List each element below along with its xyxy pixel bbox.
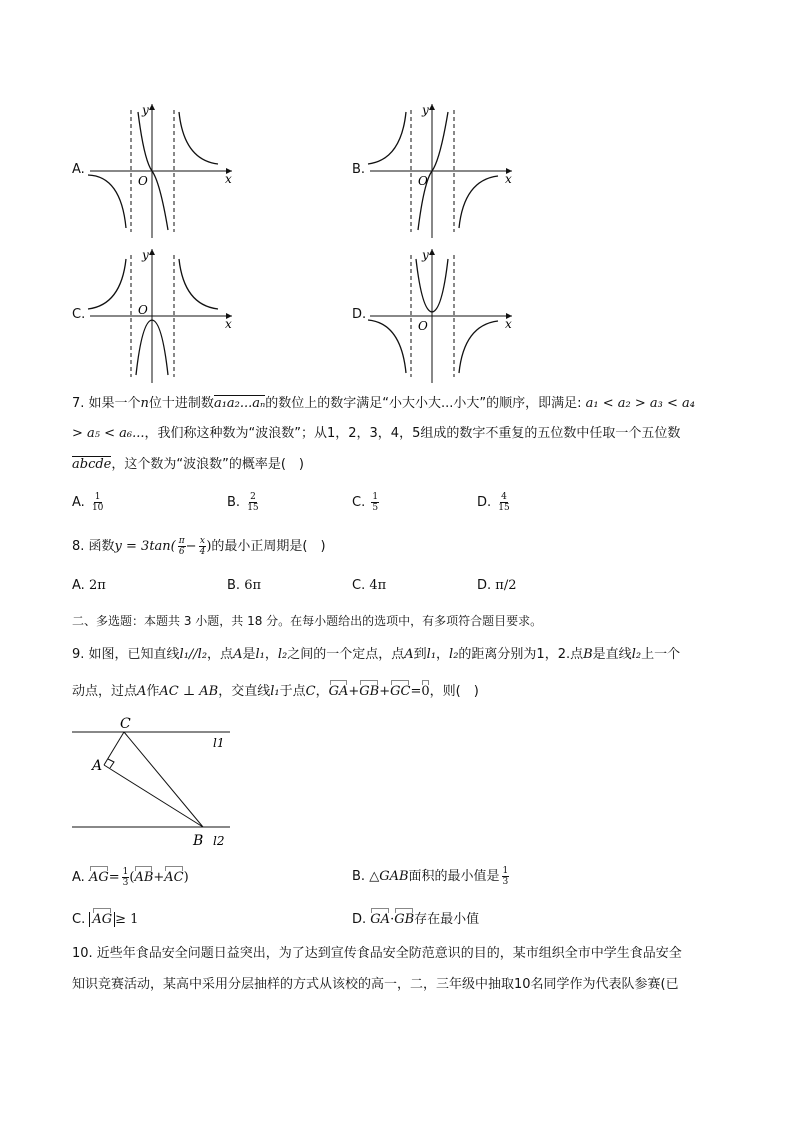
math: l₁	[426, 647, 437, 662]
paren: )	[206, 539, 212, 554]
q7-option-d[interactable]	[477, 492, 511, 513]
option-value: 4π	[369, 578, 387, 593]
q7-line-2	[72, 425, 680, 443]
option-label: D.	[477, 578, 492, 593]
math: l₂	[449, 647, 459, 662]
line-l1-label: l1	[213, 736, 225, 750]
denominator: 3	[502, 877, 509, 887]
y-axis-label: y	[142, 103, 149, 117]
vector-ag: AG	[92, 908, 112, 929]
text: 作	[146, 684, 160, 699]
graph-option-label: C.	[72, 307, 86, 322]
zero-vector: 0	[421, 680, 429, 701]
text: 的距离分别为1，2.点	[458, 647, 584, 662]
graph-option-a	[72, 100, 232, 240]
y-axis-label: y	[422, 103, 429, 117]
math: A	[233, 647, 243, 662]
text: 的数位上的数字满足“小大小大...小大”的顺序，即满足:	[265, 396, 586, 411]
text: 的最小正周期是( )	[211, 539, 326, 554]
math: AC ⊥ AB	[159, 684, 219, 699]
q8-option-c[interactable]	[352, 577, 386, 595]
q8-stem	[72, 536, 326, 557]
q8-option-a[interactable]	[72, 577, 106, 595]
x-axis-label: x	[225, 317, 232, 331]
q7-line-1	[72, 395, 695, 413]
text: ，点	[207, 647, 234, 662]
math: A	[404, 647, 414, 662]
option-label: A.	[72, 870, 85, 885]
point-c-label: C	[120, 716, 131, 732]
numerator: 1	[94, 492, 101, 502]
triangle: △GAB	[369, 869, 409, 884]
denominator: 6	[178, 547, 185, 557]
number-notation: a₁a₂...aₙ	[213, 396, 266, 411]
graph-option-label: D.	[352, 307, 367, 322]
vector-ga: GA	[329, 680, 349, 701]
q9-option-b[interactable]	[352, 866, 509, 887]
denominator: 10	[91, 503, 104, 513]
q9-option-d[interactable]	[352, 908, 479, 929]
graph-a-plot	[86, 100, 236, 240]
section-heading: 二、多选题：本题共 3 小题，共 18 分。在每小题给出的选项中，有多项符合题目要求。	[72, 614, 543, 628]
q9-line-2	[72, 680, 479, 701]
vector-gb: GB	[394, 908, 414, 929]
y-axis-label: y	[422, 248, 429, 262]
plus: +	[153, 870, 165, 885]
q9-line-1	[72, 646, 680, 664]
math: l₂	[631, 647, 642, 662]
text: 之间的一个定点，点	[287, 647, 405, 662]
math: A	[137, 684, 147, 699]
plus: +	[379, 684, 391, 699]
graph-option-label: B.	[352, 162, 366, 177]
origin-label: O	[138, 303, 148, 317]
math: B	[583, 647, 593, 662]
numerator: 1	[502, 866, 509, 876]
q10-line-1: 10. 近些年食品安全问题日益突出，为了达到宣传食品安全防范意识的目的，某市组织全市中学生食品安全	[72, 946, 682, 961]
text: 存在最小值	[414, 912, 480, 927]
origin-label: O	[138, 174, 148, 188]
q7-option-c[interactable]	[352, 492, 379, 513]
option-label: C.	[352, 578, 366, 593]
math: l₁	[255, 647, 265, 662]
q9-option-a[interactable]	[72, 866, 189, 888]
text: 上一个	[641, 647, 681, 662]
graph-d-plot	[366, 245, 516, 385]
numerator: 1	[372, 492, 379, 502]
relation: ≥ 1	[115, 912, 139, 927]
dot: ·	[390, 912, 395, 927]
text: 是直线	[592, 647, 632, 662]
math: l₁	[270, 684, 280, 699]
text: 位十进制数	[148, 396, 214, 411]
option-label: C.	[352, 495, 366, 510]
numerator: 2	[250, 492, 256, 502]
vector-ga: GA	[370, 908, 390, 929]
numerator: π	[178, 536, 185, 546]
fraction	[91, 492, 104, 513]
math: l₂	[277, 647, 288, 662]
fraction	[178, 536, 186, 557]
option-label: B.	[227, 495, 241, 510]
option-label: B.	[227, 578, 241, 593]
text: ，	[436, 647, 450, 662]
q9-figure	[70, 715, 240, 850]
line-l2-label: l2	[213, 834, 225, 848]
math: l₁//l₂	[179, 647, 208, 662]
inequality: > a₅ < a₆...	[72, 426, 145, 441]
text: 动点，过点	[72, 684, 138, 699]
fraction	[502, 866, 510, 887]
math-n: n	[140, 396, 149, 411]
point-b-label: B	[193, 833, 204, 849]
x-axis-label: x	[505, 317, 512, 331]
q9-option-c[interactable]	[72, 908, 138, 929]
option-label: D.	[477, 495, 492, 510]
denominator: 4	[199, 547, 206, 557]
numerator: 1	[122, 867, 129, 877]
text: ，交直线	[218, 684, 271, 699]
y-axis-label: y	[142, 248, 149, 262]
origin-label: O	[418, 319, 428, 333]
vector-ab: AB	[134, 866, 153, 887]
q7-line-3	[72, 456, 304, 474]
equals: =	[108, 870, 120, 885]
q10-line-2: 知识竞赛活动，某高中采用分层抽样的方式从该校的高一，二，三年级中抽取10名同学作为代表队参赛(已	[72, 977, 679, 992]
graph-option-b	[352, 100, 512, 240]
q7-option-b[interactable]	[227, 492, 260, 513]
text: 面积的最小值是	[408, 869, 500, 884]
paren-close: )	[183, 870, 189, 885]
abs-value	[89, 912, 115, 927]
vector-ag: AG	[89, 866, 109, 887]
text: ，这个数为“波浪数”的概率是( )	[111, 457, 304, 472]
plus: +	[348, 684, 360, 699]
origin-label: O	[418, 174, 428, 188]
option-value: π/2	[495, 578, 517, 593]
q8-option-d[interactable]	[477, 577, 517, 595]
equals: =	[410, 684, 422, 699]
graph-option-d	[352, 245, 512, 385]
denominator: 15	[247, 503, 259, 513]
inequality: a₁ < a₂ > a₃ < a₄	[585, 396, 695, 411]
text: 到	[413, 647, 427, 662]
function: y = 3tan(	[114, 539, 176, 554]
text: ，	[315, 684, 329, 699]
graph-b-plot	[366, 100, 516, 240]
text: 是	[242, 647, 256, 662]
numerator: 4	[501, 492, 507, 502]
denominator: 3	[122, 878, 129, 888]
option-label: A.	[72, 578, 85, 593]
fraction	[246, 492, 259, 513]
fraction	[371, 492, 379, 513]
option-value: 6π	[244, 578, 262, 593]
x-axis-label: x	[225, 172, 232, 186]
denominator: 5	[372, 503, 379, 513]
x-axis-label: x	[505, 172, 512, 186]
option-label: B.	[352, 869, 366, 884]
text: 于点	[279, 684, 306, 699]
fraction	[497, 492, 510, 513]
graph-c-plot	[86, 245, 236, 385]
graph-option-c	[72, 245, 232, 385]
text: 7. 如果一个	[72, 396, 141, 411]
option-label: A.	[72, 495, 85, 510]
point-a-label: A	[92, 758, 103, 774]
paren-open: (	[129, 870, 135, 885]
numerator: x	[199, 536, 205, 546]
vector-ac: AC	[164, 866, 183, 887]
minus: −	[185, 539, 197, 554]
text: ，我们称这种数为“波浪数”；从1，2，3，4，5组成的数字不重复的五位数中任取一个五位数	[144, 426, 681, 441]
option-value: 2π	[88, 578, 106, 593]
option-label: C.	[72, 912, 86, 927]
vector-gc: GC	[390, 680, 410, 701]
text: ，	[264, 647, 278, 662]
denominator: 15	[498, 503, 510, 513]
text: ，则( )	[429, 684, 479, 699]
graph-option-label: A.	[72, 162, 85, 177]
q7-option-a[interactable]	[72, 492, 104, 513]
math: C	[305, 684, 316, 699]
text: 9. 如图，已知直线	[72, 647, 180, 662]
option-label: D.	[352, 912, 367, 927]
q8-option-b[interactable]	[227, 577, 261, 595]
text: 8. 函数	[72, 539, 115, 554]
vector-gb: GB	[359, 680, 379, 701]
number-abcde: abcde	[72, 457, 112, 472]
